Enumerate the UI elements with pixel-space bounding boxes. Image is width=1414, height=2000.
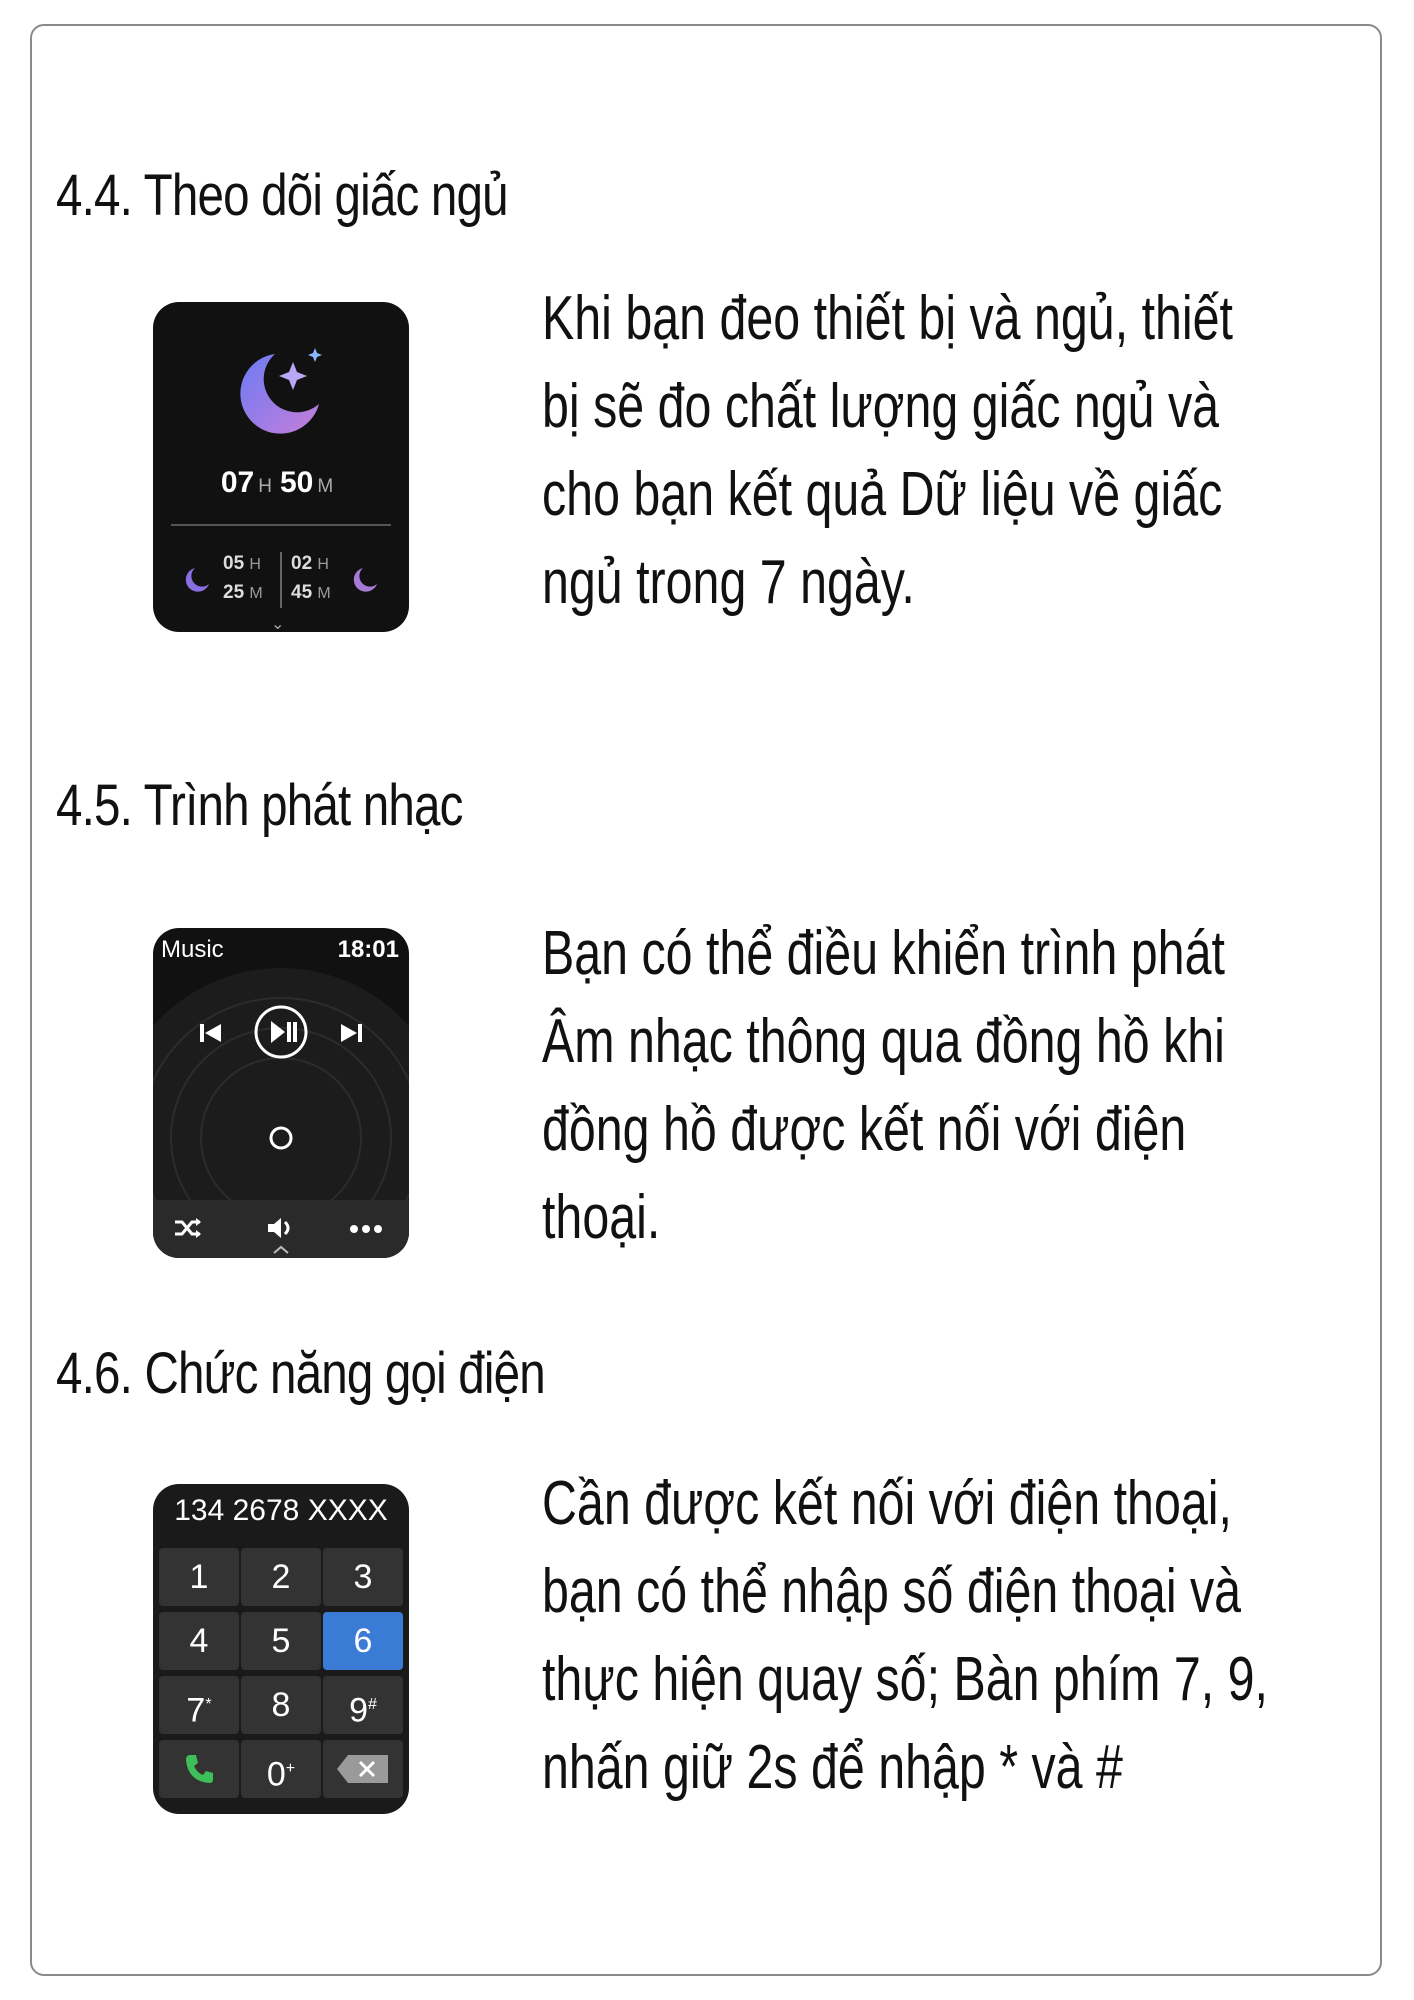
volume-icon[interactable]	[265, 1214, 297, 1242]
moon-icon	[231, 342, 331, 442]
key-7[interactable]: 7*	[159, 1676, 239, 1734]
previous-icon[interactable]	[195, 1018, 225, 1048]
key-1[interactable]: 1	[159, 1548, 239, 1606]
dialer-watch-screen	[153, 1484, 409, 1814]
key-4[interactable]: 4	[159, 1612, 239, 1670]
backspace-button[interactable]	[323, 1740, 403, 1798]
more-icon[interactable]	[349, 1224, 383, 1234]
key-9[interactable]: 9#	[323, 1676, 403, 1734]
light-sleep-stat: 02 H 45 M	[291, 553, 331, 603]
stat-divider	[280, 552, 282, 608]
deep-sleep-stat: 05 H 25 M	[223, 553, 263, 603]
chevron-up-icon[interactable]	[272, 1244, 290, 1254]
sleep-watch-screen	[153, 302, 409, 632]
key-8[interactable]: 8	[241, 1676, 321, 1734]
next-icon[interactable]	[337, 1018, 367, 1048]
music-watch-screen	[153, 928, 409, 1258]
music-app-title: Music	[161, 936, 224, 963]
record-center-icon	[267, 1124, 295, 1152]
moon-small-icon	[183, 566, 211, 594]
call-description: Cần được kết nối với điện thoại, bạn có thể nhập số điện thoại và thực hiện quay số; Bàn phím 7, 9, nhấn giữ 2s để nhập * và #	[542, 1469, 1268, 1802]
shuffle-icon[interactable]	[173, 1214, 203, 1242]
play-pause-icon[interactable]	[253, 1004, 309, 1060]
sleep-duration: 07 H 50 M	[220, 466, 334, 499]
key-5[interactable]: 5	[241, 1612, 321, 1670]
key-6[interactable]: 6	[323, 1612, 403, 1670]
music-clock: 18:01	[337, 936, 399, 963]
phone-icon	[182, 1752, 216, 1786]
music-bottom-bar	[153, 1200, 409, 1258]
music-description: Bạn có thể điều khiển trình phát Âm nhạc thông qua đồng hồ khi đồng hồ được kết nối với điện thoại.	[542, 919, 1225, 1252]
divider	[171, 524, 391, 526]
dialed-number: 134 2678 XXXX	[174, 1494, 388, 1527]
key-2[interactable]: 2	[241, 1548, 321, 1606]
backspace-icon	[336, 1754, 390, 1784]
sleep-heading: 4.4. Theo dõi giấc ngủ	[56, 163, 508, 228]
key-0[interactable]: 0+	[241, 1740, 321, 1798]
sleep-description: Khi bạn đeo thiết bị và ngủ, thiết bị sẽ đo chất lượng giấc ngủ và cho bạn kết quả Dữ liệu về giấc ngủ trong 7 ngày.	[542, 284, 1233, 617]
key-3[interactable]: 3	[323, 1548, 403, 1606]
call-heading: 4.6. Chức năng gọi điện	[56, 1341, 545, 1406]
moon-small-icon	[351, 566, 379, 594]
music-heading: 4.5. Trình phát nhạc	[56, 773, 463, 838]
call-button[interactable]	[159, 1740, 239, 1798]
chevron-down-icon[interactable]: ⌄	[271, 616, 285, 632]
